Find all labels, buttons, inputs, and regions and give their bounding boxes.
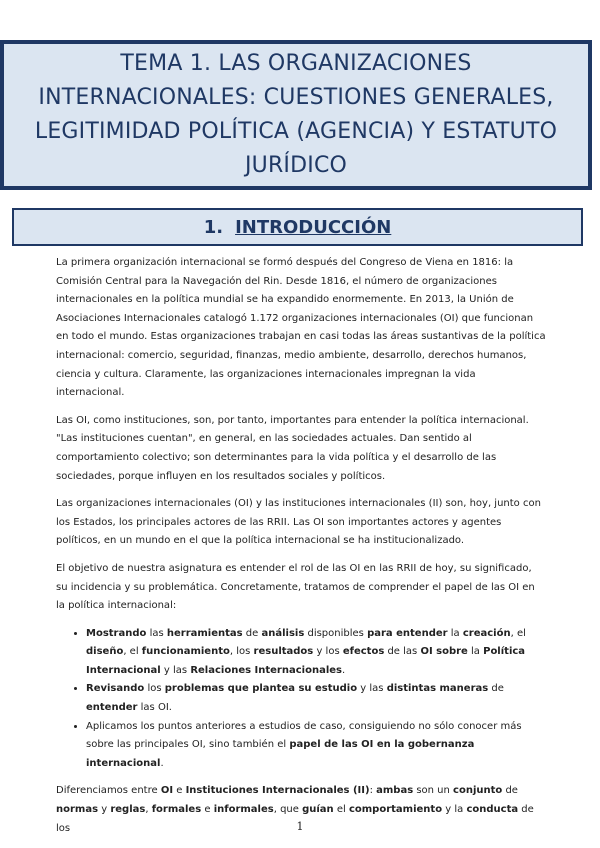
paragraph-2: Las OI, como instituciones, son, por tanto, importantes para entender la política internacional. "Las instituciones cuentan", en general, en las sociedades actuales. Dan sentido al comportamiento colectivo; son determinantes para la vida política y el desarrollo de las sociedades, porque influyen en los resultados sociales y políticos.	[56, 414, 529, 482]
page-number: 1	[296, 820, 304, 833]
section-header	[12, 208, 583, 246]
list-item: • Aplicamos los puntos anteriores a estudios de caso, consiguiendo no sólo conocer más sobre las principales OI, sino también el papel de las OI en la gobernanza internacional.	[86, 718, 546, 774]
paragraph-3: Las organizaciones internacionales (OI) y las instituciones internacionales (II) son, hoy, junto con los Estados, los principales actores de las RRII. Las OI son importantes actores y agentes políticos, en un mundo en el que la política internacional se ha institucionalizado.	[56, 498, 541, 547]
objectives-list	[56, 625, 546, 774]
paragraph-4: El objetivo de nuestra asignatura es entender el rol de las OI en las RRII de hoy, su significado, su incidencia y su problemática. Concretamente, tratamos de comprender el papel de las OI en la política internacional:	[56, 562, 535, 612]
document-title: TEMA 1. LAS ORGANIZACIONES INTERNACIONALES: CUESTIONES GENERALES, LEGITIMIDAD POLÍTICA (AGENCIA) Y ESTATUTO JURÍDICO	[34, 51, 558, 178]
paragraph-1: La primera organización internacional se formó después del Congreso de Viena en 1816: la Comisión Central para la Navegación del Rin. Desde 1816, el número de organizaciones internacionales en la política mundial se ha expandido enormemente. En 2013, la Unión de Asociaciones Internacionales catalogó 1.172 organizaciones internacionales (OI) que funcionan en todo el mundo. Estas organizaciones trabajan en casi todas las áreas sustantivas de la política internacional: comercio, seguridad, finanzas, medio ambiente, desarrollo, derechos humanos, ciencia y cultura. Claramente, las organizaciones internacionales impregnan la vida internacional.	[56, 257, 546, 399]
list-item: • Mostrando las herramientas de análisis disponibles para entender la creación, el diseño, el funcionamiento, los resultados y los efectos de las OI sobre la Política Internacional y las Relaciones Internacionales.	[86, 625, 546, 681]
section-title: INTRODUCCIÓN	[235, 216, 392, 238]
section-number: 1.	[203, 216, 224, 238]
paragraph-5: Diferenciamos entre OI e Instituciones Internacionales (II): ambas son un conjunto de normas y reglas, formales e informales, que guían el comportamiento y la conducta de los	[56, 785, 534, 834]
section-heading	[204, 217, 392, 238]
list-item: • Revisando los problemas que plantea su estudio y las distintas maneras de entender las OI.	[86, 680, 546, 717]
title-banner	[0, 40, 592, 190]
document-body	[56, 254, 546, 847]
